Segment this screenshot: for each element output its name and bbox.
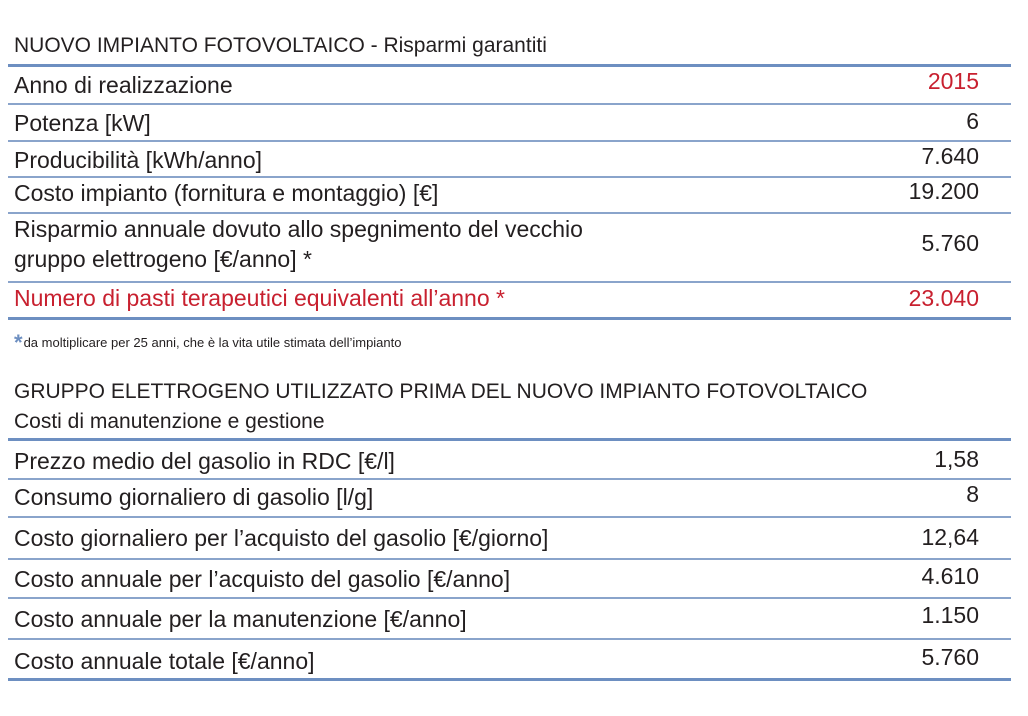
- table-row: [8, 600, 1011, 636]
- row-label-line2: gruppo elettrogeno [€/anno] *: [14, 246, 312, 272]
- row-value: 5.760: [921, 230, 979, 256]
- section1-top-rule: [8, 64, 1011, 67]
- row-label: Costo annuale totale [€/anno]: [14, 648, 315, 674]
- footnote: [14, 330, 401, 356]
- row-divider: [8, 103, 1011, 105]
- row-divider: [8, 516, 1011, 518]
- row-value: 7.640: [921, 143, 979, 169]
- table-row: [8, 106, 1011, 140]
- row-label: Costo giornaliero per l’acquisto del gasolio [€/giorno]: [14, 525, 549, 551]
- table-row: [8, 216, 1011, 280]
- row-value: 1.150: [921, 602, 979, 628]
- row-label-line1: Risparmio annuale dovuto allo spegnimento del vecchio: [14, 216, 583, 242]
- row-value: 1,58: [934, 446, 979, 472]
- section2-bottom-rule: [8, 678, 1011, 681]
- row-divider: [8, 558, 1011, 560]
- row-label: Producibilità [kWh/anno]: [14, 147, 263, 173]
- section1-bottom-rule: [8, 317, 1011, 320]
- row-label: Costo impianto (fornitura e montaggio) [€]: [14, 180, 439, 206]
- row-divider: [8, 281, 1011, 283]
- footnote-text: da moltiplicare per 25 anni, che è la vita utile stimata dell’impianto: [23, 335, 402, 350]
- table-row-highlight: [8, 284, 1011, 318]
- row-divider: [8, 212, 1011, 214]
- table-row: [8, 520, 1011, 558]
- row-label: Potenza [kW]: [14, 110, 151, 136]
- table-row: [8, 70, 1011, 104]
- row-value: 5.760: [921, 644, 979, 670]
- table-row: [8, 444, 1011, 478]
- row-divider: [8, 478, 1011, 480]
- row-divider: [8, 597, 1011, 599]
- row-value: 8: [966, 481, 979, 507]
- row-divider: [8, 638, 1011, 640]
- row-label: Prezzo medio del gasolio in RDC [€/l]: [14, 448, 395, 474]
- table-row: [8, 561, 1011, 597]
- row-label: Anno di realizzazione: [14, 72, 233, 98]
- footnote-asterisk: *: [14, 330, 23, 355]
- row-value: 2015: [927, 68, 979, 94]
- row-label: Numero di pasti terapeutici equivalenti all’anno *: [14, 285, 505, 311]
- row-value: 12,64: [921, 524, 979, 550]
- table-row: [8, 178, 1011, 212]
- table-row: [8, 481, 1011, 515]
- table-row: [8, 642, 1011, 676]
- row-value: 6: [966, 108, 979, 134]
- row-divider: [8, 140, 1011, 142]
- row-value: 23.040: [908, 285, 979, 311]
- section2-title: GRUPPO ELETTROGENO UTILIZZATO PRIMA DEL NUOVO IMPIANTO FOTOVOLTAICO: [14, 380, 868, 403]
- row-label: Costo annuale per la manutenzione [€/anno]: [14, 606, 467, 632]
- row-label: Costo annuale per l’acquisto del gasolio [€/anno]: [14, 566, 511, 592]
- row-label: Consumo giornaliero di gasolio [l/g]: [14, 484, 374, 510]
- row-value: 19.200: [908, 178, 979, 204]
- table-row: [8, 143, 1011, 177]
- section1-title: NUOVO IMPIANTO FOTOVOLTAICO - Risparmi garantiti: [14, 34, 547, 57]
- section2-subtitle: Costi di manutenzione e gestione: [14, 410, 325, 433]
- row-value: 4.610: [921, 563, 979, 589]
- section2-top-rule: [8, 438, 1011, 441]
